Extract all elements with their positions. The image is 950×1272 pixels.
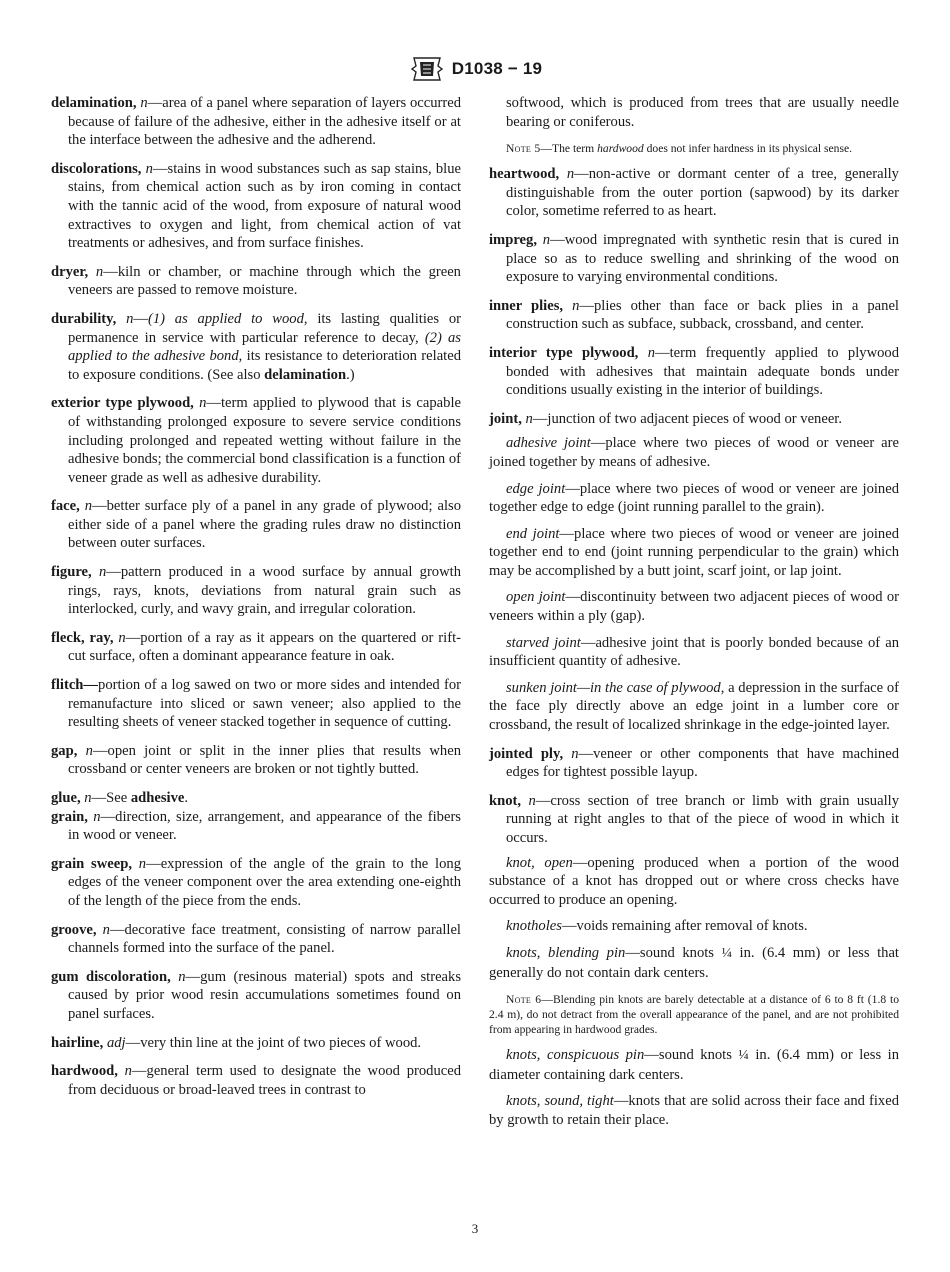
entry-starved-joint: starved joint—adhesive joint that is poorly bonded because of an insufficient quantity of adhesive. [489,634,899,670]
entry-knots-blending-pin: knots, blending pin—sound knots ¼ in. (6.4 mm) or less that generally do not contain dark centers. [489,944,899,981]
entry-groove: groove, n—decorative face treatment, consisting of narrow parallel channels formed into the surface of the panel. [51,921,461,957]
entry-edge-joint: edge joint—place where two pieces of wood or veneer are joined together edge to edge (joint running parallel to the grain). [489,480,899,516]
entry-end-joint: end joint—place where two pieces of wood or veneer are joined together end to end (joint running perpendicular to the grain) which may be accomplished by a butt joint, scarf joint, or lap joint. [489,525,899,579]
entry-figure: figure, n—pattern produced in a wood surface by annual growth rings, rays, knots, deviations from natural grain such as interlocked, curly, and wavy grain, and irregular coloration. [51,564,461,618]
entry-durability: durability, n—(1) as applied to wood, its lasting qualities or permanence in service with particular reference to decay, (2) as applied to the adhesive bond, its resistance to deterioration related to exposure conditions. (See also delamination.) [51,310,462,383]
page-number: 3 [471,1221,479,1236]
entry-gum-discoloration: gum discoloration, n—gum (resinous material) spots and streaks caused by prior wood resin accumulations sometimes found on panel surfaces. [51,968,462,1022]
entry-flitch: flitch—portion of a log sawed on two or more sides and intended for remanufacture into sliced or sawn veneer; also applied to the resulting sheets of veneer stacked together in sequence of cutting. [51,677,461,731]
astm-logo-icon [408,54,446,84]
entry-jointed-ply: jointed ply, n—veneer or other components that have machined edges for tightest possible layup. [489,745,900,781]
entry-fleck-ray: fleck, ray, n—portion of a ray as it appears on the quartered or rift-cut surface, often a dominant appearance feature in oak. [51,629,461,665]
entry-impreg: impreg, n—wood impregnated with synthetic resin that is cured in place so as to reduce swelling and shrinking of the wood on exposure to varying environmental conditions. [489,231,899,286]
entry-hairline: hairline, adj—very thin line at the joint of two pieces of wood. [51,1034,422,1051]
entry-knot: knot, n—cross section of tree branch or limb with grain usually running at right angles to that of the piece of wood in which it occurs. [489,792,899,846]
entry-heartwood: heartwood, n—non-active or dormant center of a tree, generally distinguishable from the outer portion (sapwood) by its darker color, sometime referred to as heart. [489,166,899,220]
entry-inner-plies: inner plies, n—plies other than face or back plies in a panel construction such as subface, subback, crossband, and center. [489,297,899,333]
entry-hardwood-continued: softwood, which is produced from trees that are usually needle bearing or coniferous. [506,95,899,130]
entry-knotholes: knotholes—voids remaining after removal of knots. [506,918,808,935]
document-id: D1038 − 19 [451,59,543,78]
entry-sunken-joint: sunken joint—in the case of plywood, a depression in the surface of the face ply directly above an edge joint in a lumber core or crossband, the result of localized shrinkage in the edge-jointed layer. [489,679,899,734]
entry-knots-sound-tight: knots, sound, tight—knots that are solid across their face and fixed by growth to retain their place. [489,1093,899,1128]
entry-hardwood: hardwood, n—general term used to designate the wood produced from deciduous or broad-leaved trees in contrast to [51,1063,461,1098]
entry-discolorations: discolorations, n—stains in wood substances such as sap stains, blue stains, from chemical action such as by iron coming in contact with the tannic acid of the wood, from exposure of natural wood extractives to oxygen and light, from chemical action of vat treatments or adhesives, and from surface finishes. [51,160,461,252]
entry-delamination: delamination, n—area of a panel where separation of layers occurred because of failure of the adhesive, either in the adhesive itself or at the interface between the adhesive and the adherend. [51,95,461,149]
entry-knots-conspicuous-pin: knots, conspicuous pin—sound knots ¼ in. (6.4 mm) or less in diameter containing dark centers. [489,1047,899,1083]
left-column [51,94,461,1109]
page-header [0,54,950,84]
right-column [489,94,899,1138]
entry-glue: glue, n—See adhesive. [51,790,189,806]
entry-joint: joint, n—junction of two adjacent pieces of wood or veneer. [489,410,843,427]
note-6: Note 6—Blending pin knots are barely detectable at a distance of 6 to 8 ft (1.8 to 2.4 m), do not detract from the overall appearance of the panel, and are not prohibited from appearing in hardwood grades. [489,993,899,1037]
entry-gap: gap, n—open joint or split in the inner plies that results when crossband or center veneers are broken or not tightly butted. [51,742,461,778]
entry-face: face, n—better surface ply of a panel in any grade of plywood; also either side of a panel where the grading rules draw no distinction between outer surfaces. [51,498,462,552]
note-5: Note 5—The term hardwood does not infer hardness in its physical sense. [506,142,853,156]
entry-dryer: dryer, n—kiln or chamber, or machine through which the green veneers are passed to remove moisture. [51,263,461,299]
entry-grain-sweep: grain sweep, n—expression of the angle of the grain to the long edges of the veneer component over the area extending one-eighth of the length of the piece from the ends. [51,855,461,909]
entry-grain: grain, n—direction, size, arrangement, and appearance of the fibers in wood or veneer. [51,808,461,844]
entry-interior-type-plywood: interior type plywood, n—term frequently applied to plywood bonded with adhesives that maintain adequate bonds under conditions usually existing in the interior of buildings. [489,344,900,399]
entry-open-joint: open joint—discontinuity between two adjacent pieces of wood or veneers within a ply (gap). [489,589,899,625]
entry-exterior-type-plywood: exterior type plywood, n—term applied to plywood that is capable of withstanding prolonged exposure to severe service conditions including prolonged and repeated wetting without failure in the adhesive bonds; the commercial bond classification is a function of veneer grade as well as adhesive durability. [51,395,461,486]
entry-knot-open: knot, open—opening produced when a portion of the wood substance of a knot has dropped out or where cross checks have occurred to produce an opening. [489,854,900,908]
entry-adhesive-joint: adhesive joint—place where two pieces of wood or veneer are joined together by means of adhesive. [489,435,899,470]
